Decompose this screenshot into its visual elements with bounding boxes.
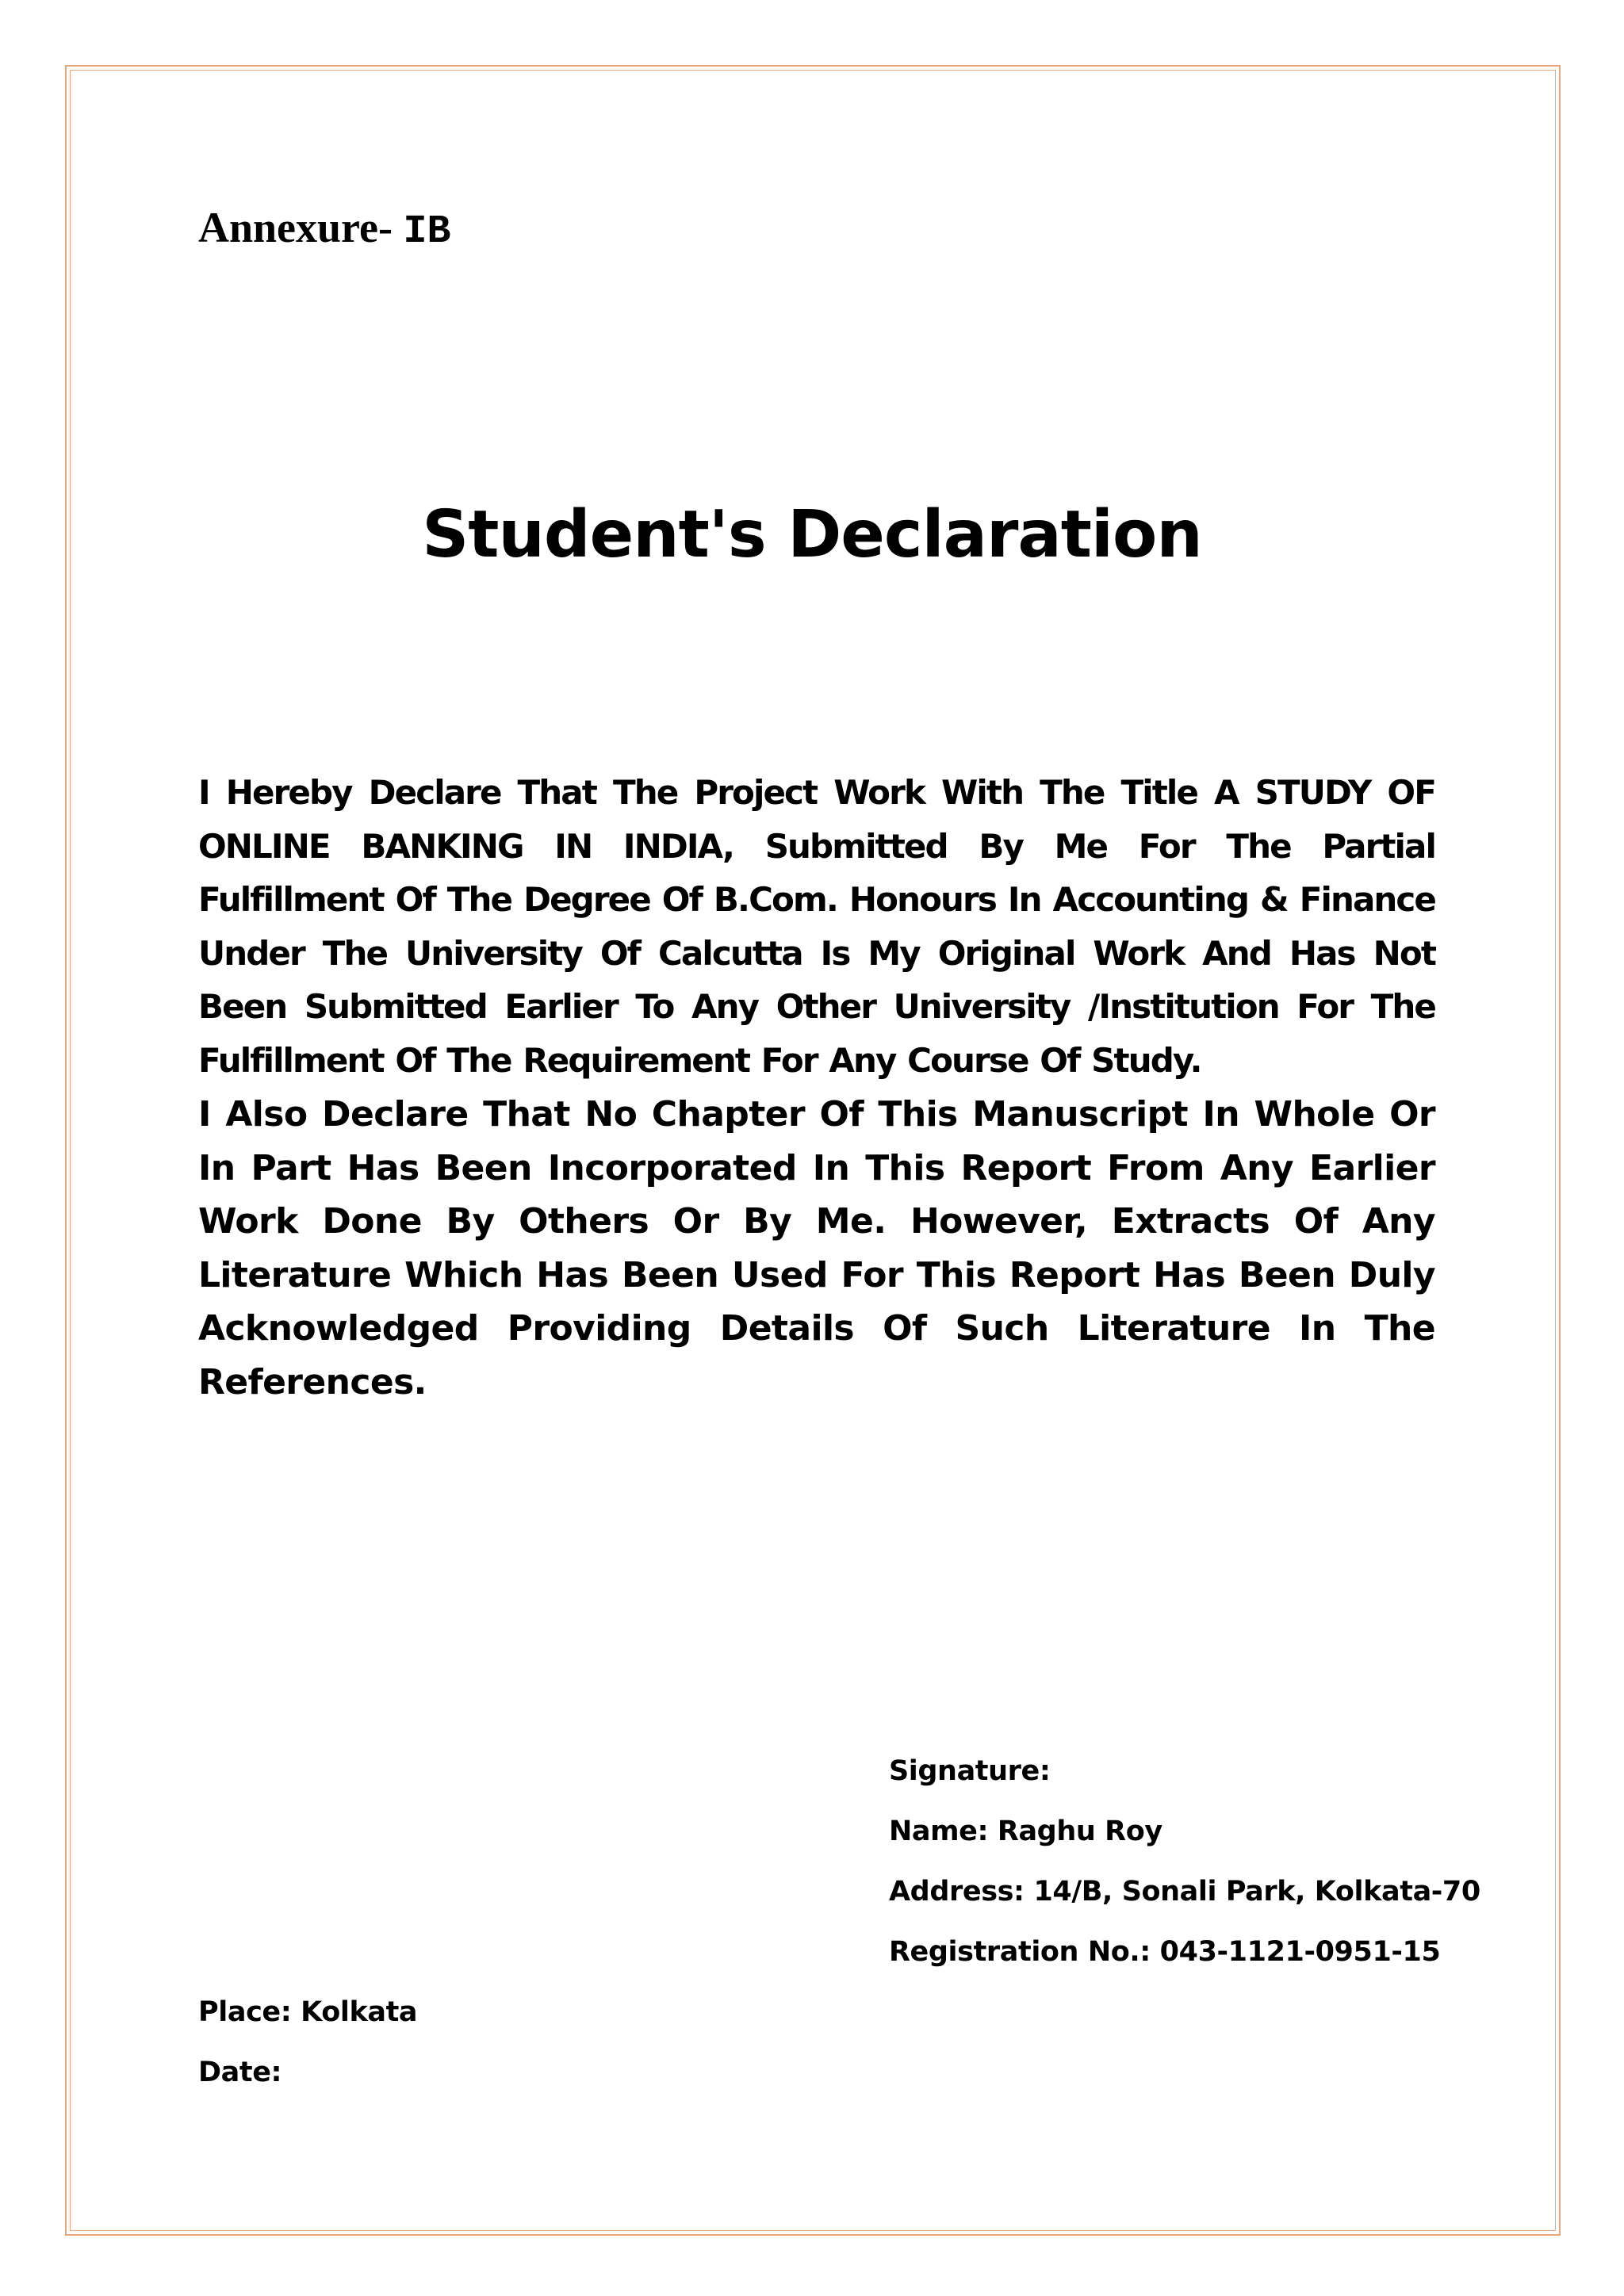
annexure-code: IB [403, 209, 451, 254]
student-name: Name: Raghu Roy [889, 1816, 1162, 1847]
declaration-paragraph-1: I Hereby Declare That The Project Work With The Title A STUDY OF ONLINE BANKING IN INDIA, Submitted By Me For The Partial Fulfillment Of The Degree Of B.Com. Honours In Accounting & Finance Under The University Of Calcutta Is My Original Work And Has Not Been Submitted Earlier To Any Other University /Institution For The Fulfillment Of The Requirement For Any Course Of Study. [198, 773, 1435, 1080]
signature-label: Signature: [889, 1755, 1051, 1787]
declaration-paragraph-2: I Also Declare That No Chapter Of This Manuscript In Whole Or In Part Has Been Incorporated In This Report From Any Earlier Work Done By Others Or By Me. However, Extracts Of Any Literature Which Has Been Used For This Report Has Been Duly Acknowledged Providing Details Of Such Literature In The References. [198, 1094, 1435, 1402]
annexure-prefix: Annexure- [198, 204, 404, 251]
place-label: Place: Kolkata [198, 1996, 418, 2028]
annexure-heading [198, 200, 451, 260]
date-label: Date: [198, 2057, 282, 2088]
page-title: Student's Declaration [422, 497, 1202, 572]
student-address: Address: 14/B, Sonali Park, Kolkata-70 [889, 1876, 1480, 1908]
registration-number: Registration No.: 043-1121-0951-15 [889, 1936, 1441, 1968]
